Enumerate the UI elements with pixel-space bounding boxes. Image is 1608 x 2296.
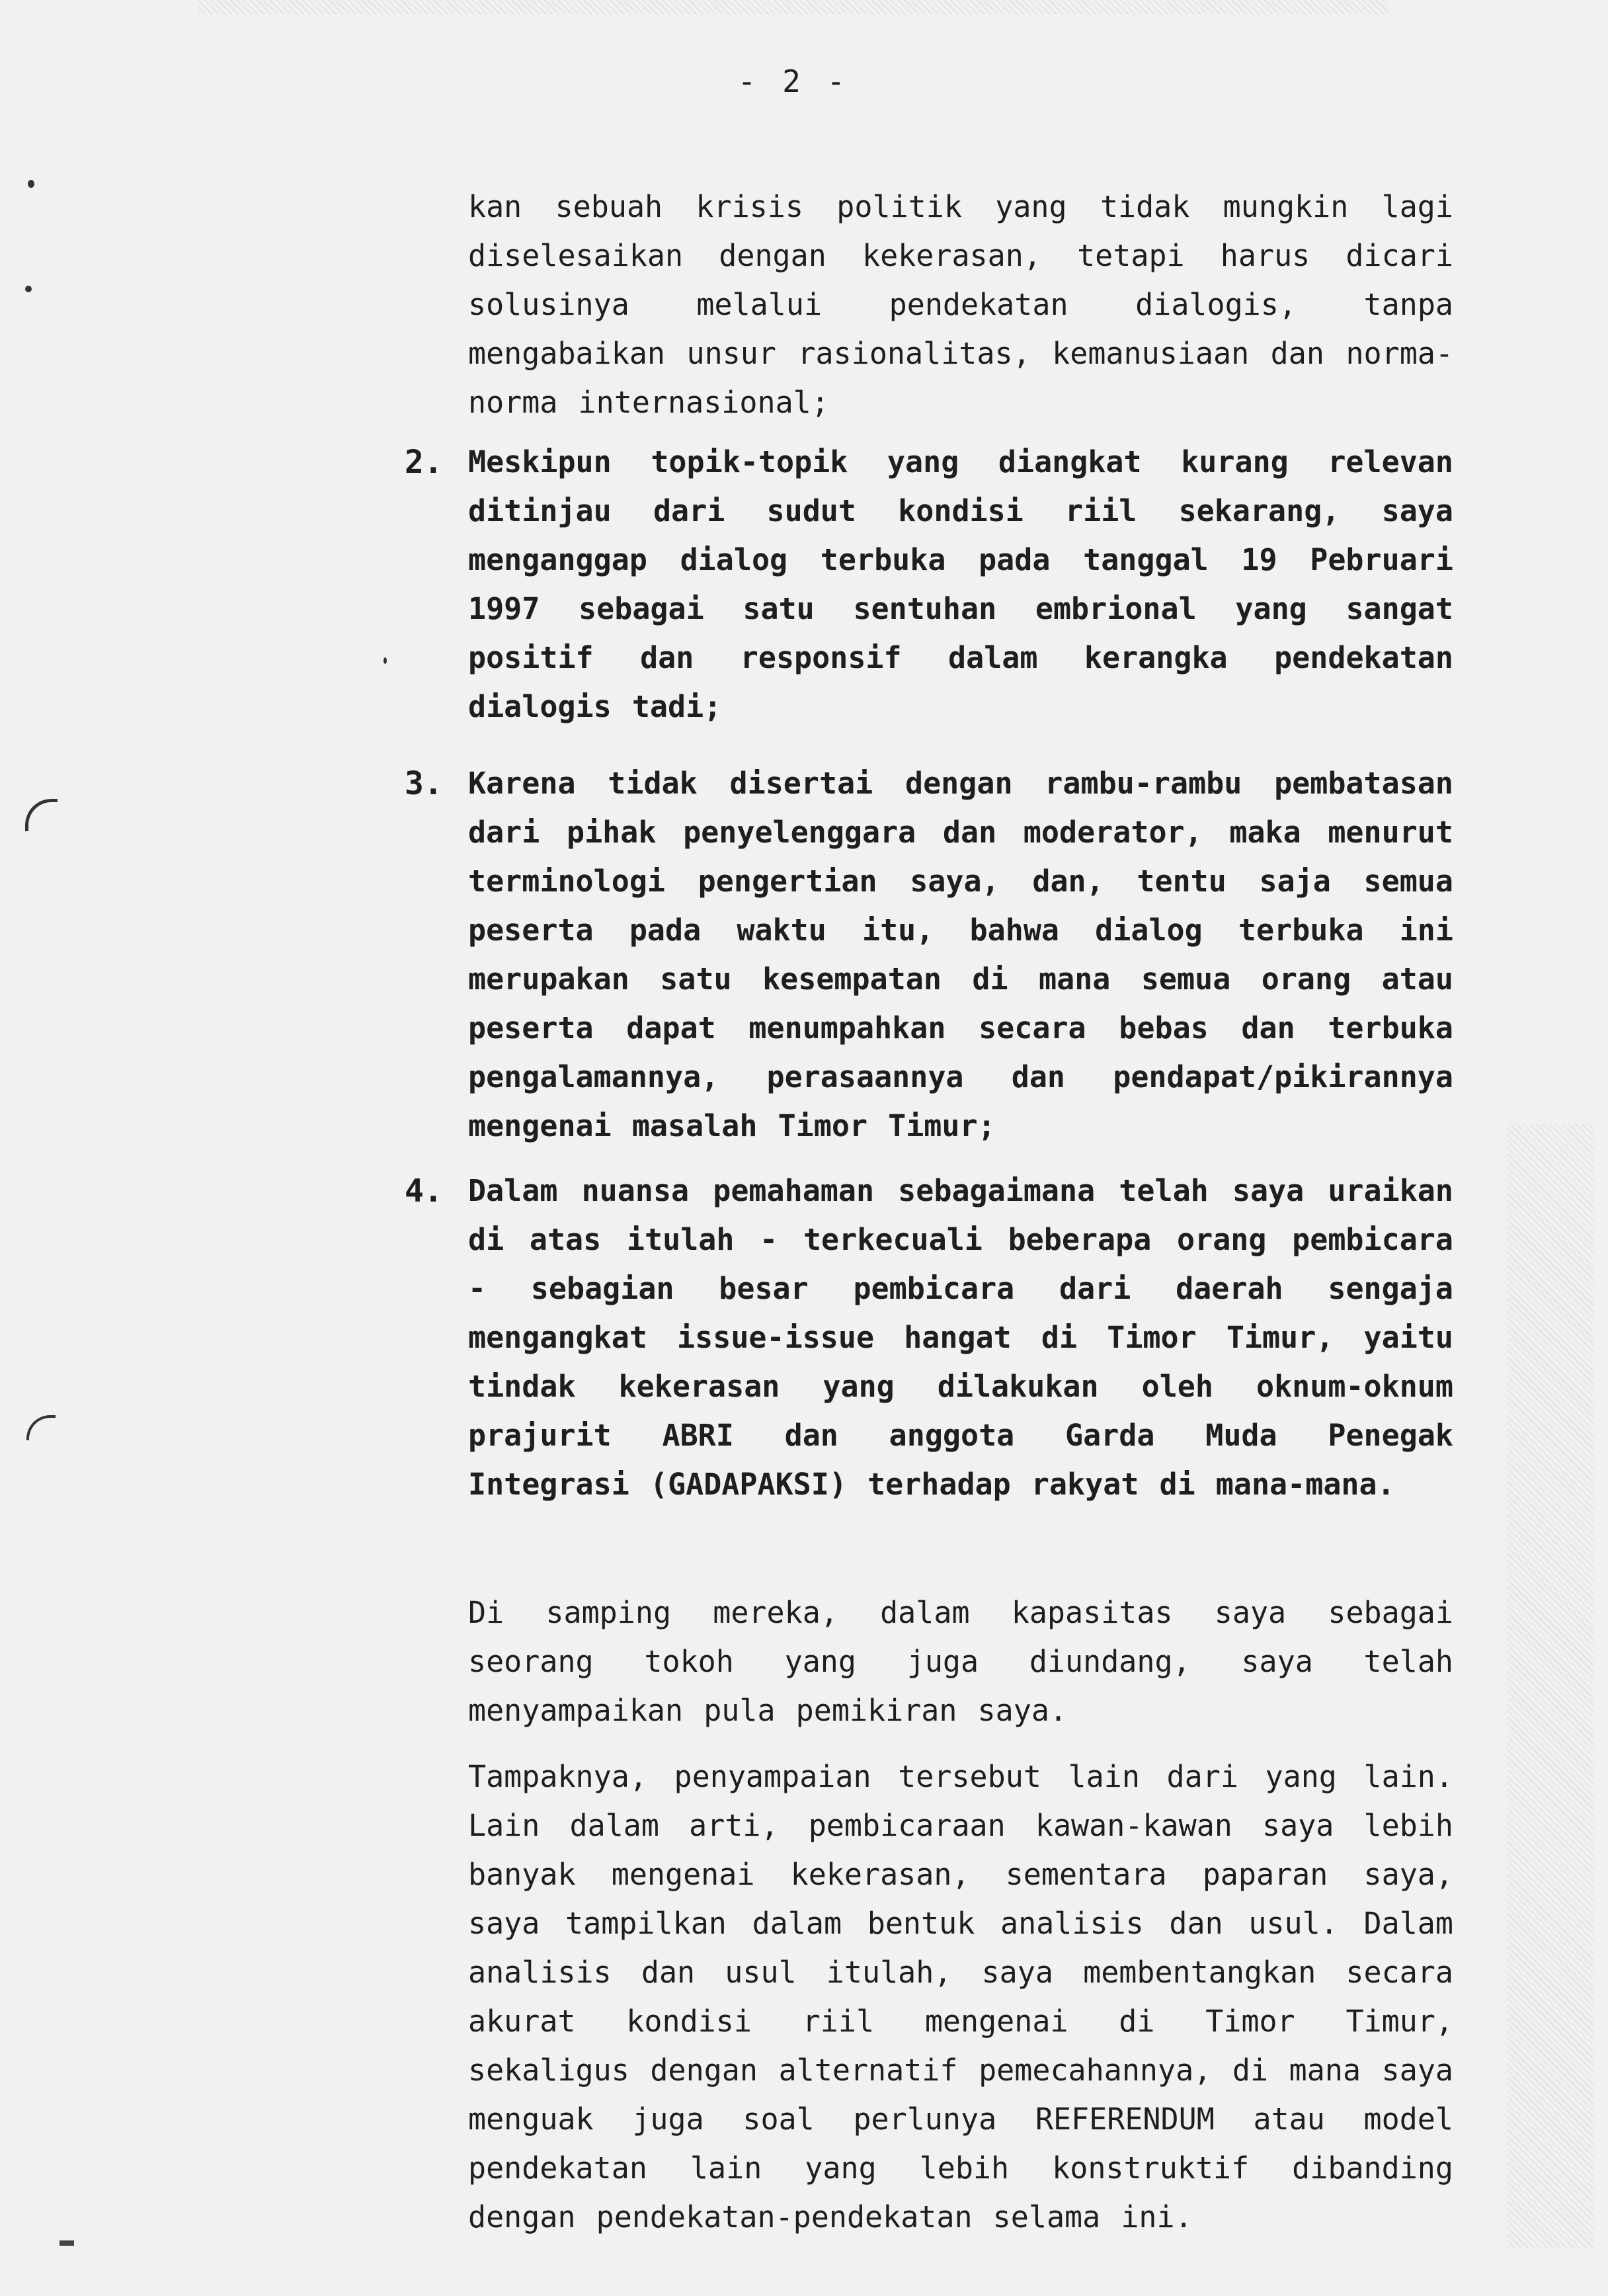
item-paragraph: Karena tidak disertai dengan rambu-rambu pembatasan dari pihak penyelenggara dan moderator, maka menurut terminologi pengertian saya, dan, tentu saja semua peserta pada waktu itu, bahwa dialog terbuka ini merupakan satu kesempatan di mana semua orang atau peserta dapat menumpahkan secara bebas dan terbuka pengalamannya, perasaannya dan pendapat/pikirannya mengenai masalah Timor Timur; (468, 766, 1453, 1143)
margin-speck (25, 286, 32, 292)
page-number: - 2 - (737, 63, 850, 99)
continuation-paragraph: kan sebuah krisis politik yang tidak mungkin lagi diselesaikan dengan kekerasan, tetapi harus dicari solusinya melalui pendekatan dialogis, tanpa mengabaikan unsur rasionalitas, kemanusiaan dan norma-norma internasional; (468, 189, 1453, 420)
sub-paragraph: Di samping mereka, dalam kapasitas saya sebagai seorang tokoh yang juga diundang, saya telah menyampaikan pula pemikiran saya. (468, 1595, 1453, 1728)
scan-noise-right (1508, 1124, 1593, 2248)
item-paragraph: Meskipun topik-topik yang diangkat kurang relevan ditinjau dari sudut kondisi riil sekarang, saya menganggap dialog terbuka pada tanggal 19 Pebruari 1997 sebagai satu sentuhan embrional yang sangat positif dan responsif dalam kerangka pendekatan dialogis tadi; (468, 444, 1453, 724)
margin-speck (60, 2240, 74, 2246)
margin-speck (383, 657, 387, 664)
margin-speck (28, 180, 34, 188)
punch-hole-mark (25, 799, 58, 831)
item-number: 2. (405, 444, 443, 481)
item-number: 3. (405, 765, 443, 802)
item-paragraph: Dalam nuansa pemahaman sebagaimana telah saya uraikan di atas itulah - terkecuali beberapa orang pembicara - sebagian besar pembicara dari daerah sengaja mengangkat issue-issue hangat di Timor Timur, yaitu tindak kekerasan yang dilakukan oleh oknum-oknum prajurit ABRI dan anggota Garda Muda Penegak Integrasi (GADAPAKSI) terhadap rakyat di mana-mana. (468, 1173, 1453, 1502)
punch-hole-mark (26, 1415, 56, 1440)
sub-paragraph: Tampaknya, penyampaian tersebut lain dari yang lain. Lain dalam arti, pembicaraan kawan-kawan saya lebih banyak mengenai kekerasan, sementara paparan saya, saya tampilkan dalam bentuk analisis dan usul. Dalam analisis dan usul itulah, saya membentangkan secara akurat kondisi riil mengenai di Timor Timur, sekaligus dengan alternatif pemecahannya, di mana saya menguak juga soal perlunya REFERENDUM atau model pendekatan lain yang lebih konstruktif dibanding dengan pendekatan-pendekatan selama ini. (468, 1759, 1453, 2234)
item-number: 4. (405, 1172, 443, 1210)
scan-noise-top (198, 0, 1388, 15)
